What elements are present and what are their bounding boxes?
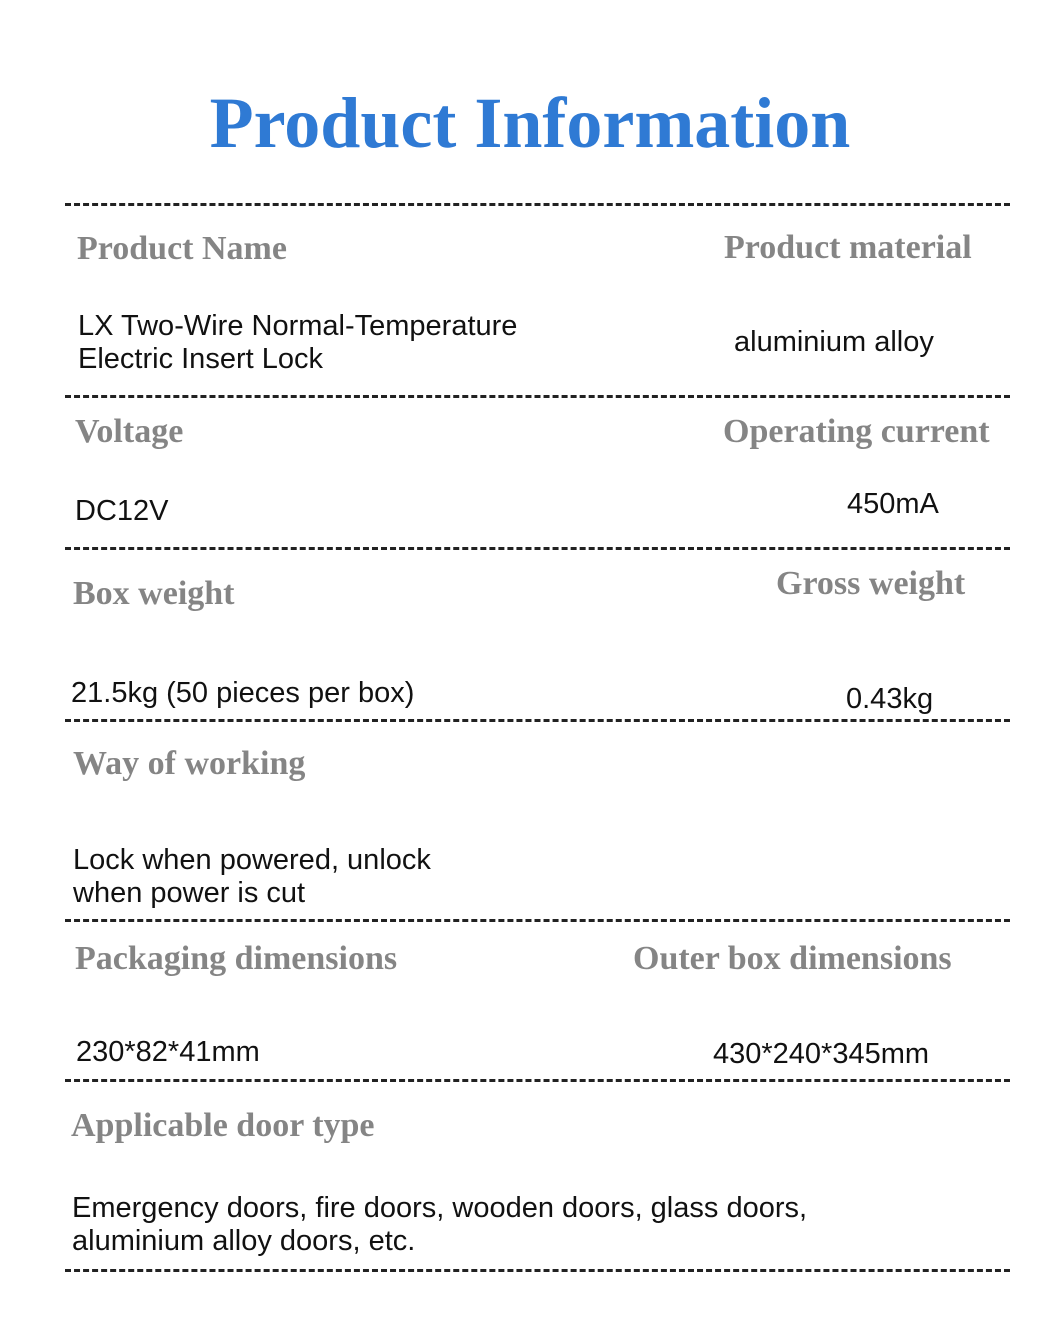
box-weight-value: 21.5kg (50 pieces per box) xyxy=(71,677,415,709)
voltage-label: Voltage xyxy=(75,413,184,450)
packaging-dimensions-label: Packaging dimensions xyxy=(75,940,398,977)
outer-box-dimensions-value: 430*240*345mm xyxy=(713,1038,930,1070)
divider xyxy=(65,547,1010,550)
box-weight-label: Box weight xyxy=(73,575,235,612)
operating-current-label: Operating current xyxy=(723,413,990,450)
applicable-door-type-label: Applicable door type xyxy=(71,1107,375,1144)
page-title: Product Information xyxy=(209,83,851,163)
applicable-door-type-value-line-2: aluminium alloy doors, etc. xyxy=(72,1225,416,1257)
gross-weight-label: Gross weight xyxy=(776,565,966,602)
gross-weight-value: 0.43kg xyxy=(846,683,934,715)
divider xyxy=(65,395,1010,398)
way-of-working-value-line-2: when power is cut xyxy=(73,877,306,909)
way-of-working-label: Way of working xyxy=(73,745,306,782)
product-material-label: Product material xyxy=(724,229,972,266)
divider xyxy=(65,1079,1010,1082)
outer-box-dimensions-label: Outer box dimensions xyxy=(633,940,952,977)
divider xyxy=(65,1269,1010,1272)
operating-current-value: 450mA xyxy=(847,488,939,520)
applicable-door-type-value-line-1: Emergency doors, fire doors, wooden doors, glass doors, xyxy=(72,1192,808,1224)
product-material-value: aluminium alloy xyxy=(734,326,934,358)
product-name-value-line-2: Electric Insert Lock xyxy=(78,343,323,375)
voltage-value: DC12V xyxy=(75,495,169,527)
packaging-dimensions-value: 230*82*41mm xyxy=(76,1036,260,1068)
divider xyxy=(65,719,1010,722)
divider xyxy=(65,203,1010,206)
product-name-label: Product Name xyxy=(77,230,287,267)
way-of-working-value-line-1: Lock when powered, unlock xyxy=(73,844,431,876)
product-name-value-line-1: LX Two-Wire Normal-Temperature xyxy=(78,310,518,342)
divider xyxy=(65,919,1010,922)
